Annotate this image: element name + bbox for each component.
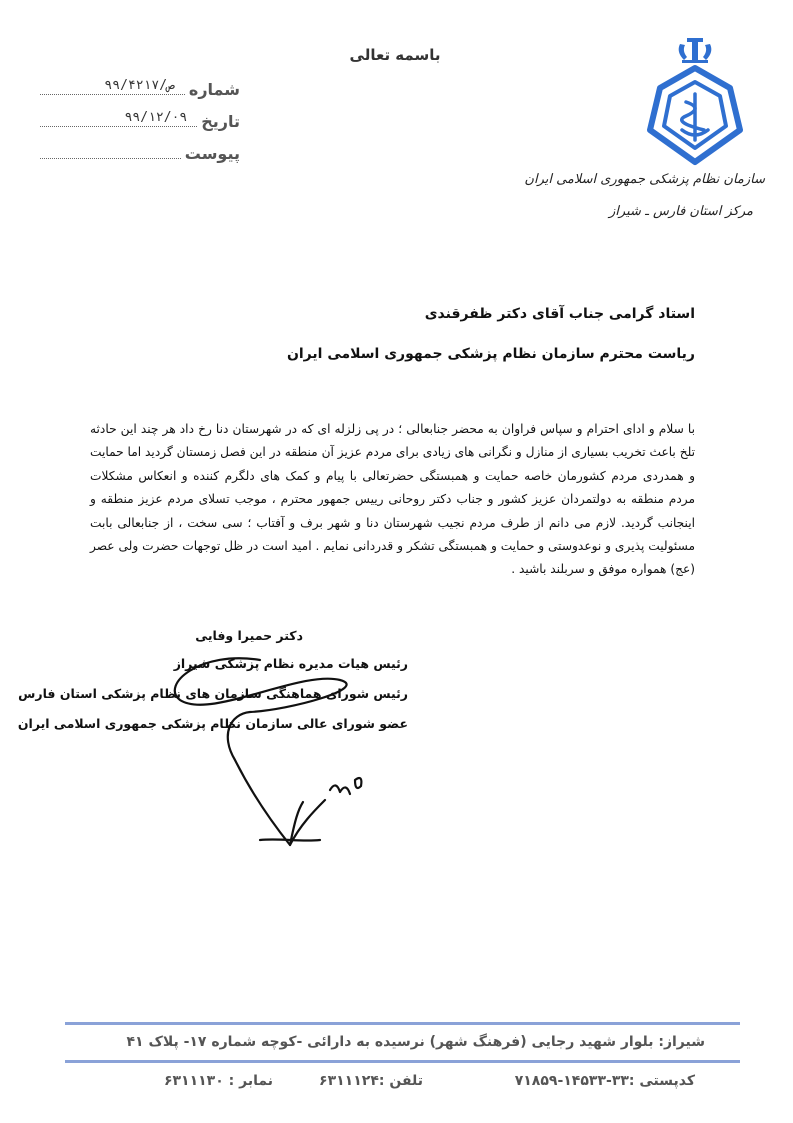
attachment-row — [40, 144, 240, 170]
signer-name: دکتر حمیرا وفایی — [195, 628, 303, 643]
attachment-dots — [40, 144, 181, 159]
date-label: تاریخ — [201, 112, 240, 131]
footer-middle-rule — [65, 1060, 740, 1063]
date-row — [40, 112, 240, 138]
addressee-title: ریاست محترم سازمان نظام پزشکی جمهوری اسلامی ایران — [286, 346, 695, 362]
signer-title-2: رئیس شورای هماهنگی سازمان های نظام پزشکی استان فارس — [18, 686, 408, 701]
number-label: شماره — [188, 80, 240, 99]
footer-top-rule — [65, 1022, 740, 1025]
logo-branch-name: مرکز استان فارس ـ شیراز — [609, 204, 753, 219]
footer-fax: نمابر : ۶۳۱۱۱۳۰ — [163, 1073, 273, 1089]
number-dots — [40, 80, 185, 95]
date-value: ۹۹/۱۲/۰۹ — [124, 110, 188, 125]
attachment-label: پیوست — [184, 144, 240, 163]
signer-title-3: عضو شورای عالی سازمان نظام پزشکی جمهوری اسلامی ایران — [17, 716, 408, 731]
footer-phone: تلفن :۶۳۱۱۱۲۴ — [319, 1073, 423, 1089]
handwritten-signature — [140, 640, 440, 860]
medical-council-logo — [640, 30, 750, 170]
bismillah-heading: باسمه تعالی — [349, 46, 441, 64]
addressee-name: استاد گرامی جناب آقای دکتر ظفرقندی — [424, 306, 695, 322]
footer-address: شیراز: بلوار شهید رجایی (فرهنگ شهر) نرسیده به دارائی -کوچه شماره ۱۷- پلاک ۴۱ — [126, 1034, 705, 1050]
signer-title-1: رئیس هیات مدیره نظام پزشکی شیراز — [173, 656, 408, 671]
letter-body: با سلام و ادای احترام و سپاس فراوان به محضر جنابعالی ؛ در پی زلزله ای که در شهرستان دنا رخ داد هر چند این حادثه تلخ باعث تخریب بسیاری از منازل و نگرانی های زیادی برای مردم عزیز آن منطقه در این فصل زمستان گردید اما حمایت و همدردی مردم کشورمان خاصه حمایت و همبستگی حضرتعالی با پیام و کمک های دلگرم کننده و انعکاس مشکلات مردم منطقه به دولتمردان عزیز کشور و جناب دکتر روحانی رییس جمهور محترم ، موجب تسلای مردم عزیز منطقه و اینجانب گردید. لازم می دانم از طرف مردم نجیب شهرستان دنا و شهر برف و آفتاب ؛ سی سخت ، از جنابعالی بابت مسئولیت پذیری و نوعدوستی و حمایت و همبستگی تشکر و قدردانی نمایم . امید است در ظل توجهات حضرت ولی عصر (عج) همواره موفق و سربلند باشید . — [90, 422, 695, 577]
logo-org-name: سازمان نظام پزشکی جمهوری اسلامی ایران — [524, 172, 765, 187]
footer-postal-code: کدپستی :۳۳-۱۴۵۳۳-۷۱۸۵۹ — [514, 1073, 695, 1089]
date-dots — [40, 112, 197, 127]
number-row — [40, 80, 240, 106]
number-value: ۹۹/۴۲۱۷/ص — [104, 78, 175, 93]
